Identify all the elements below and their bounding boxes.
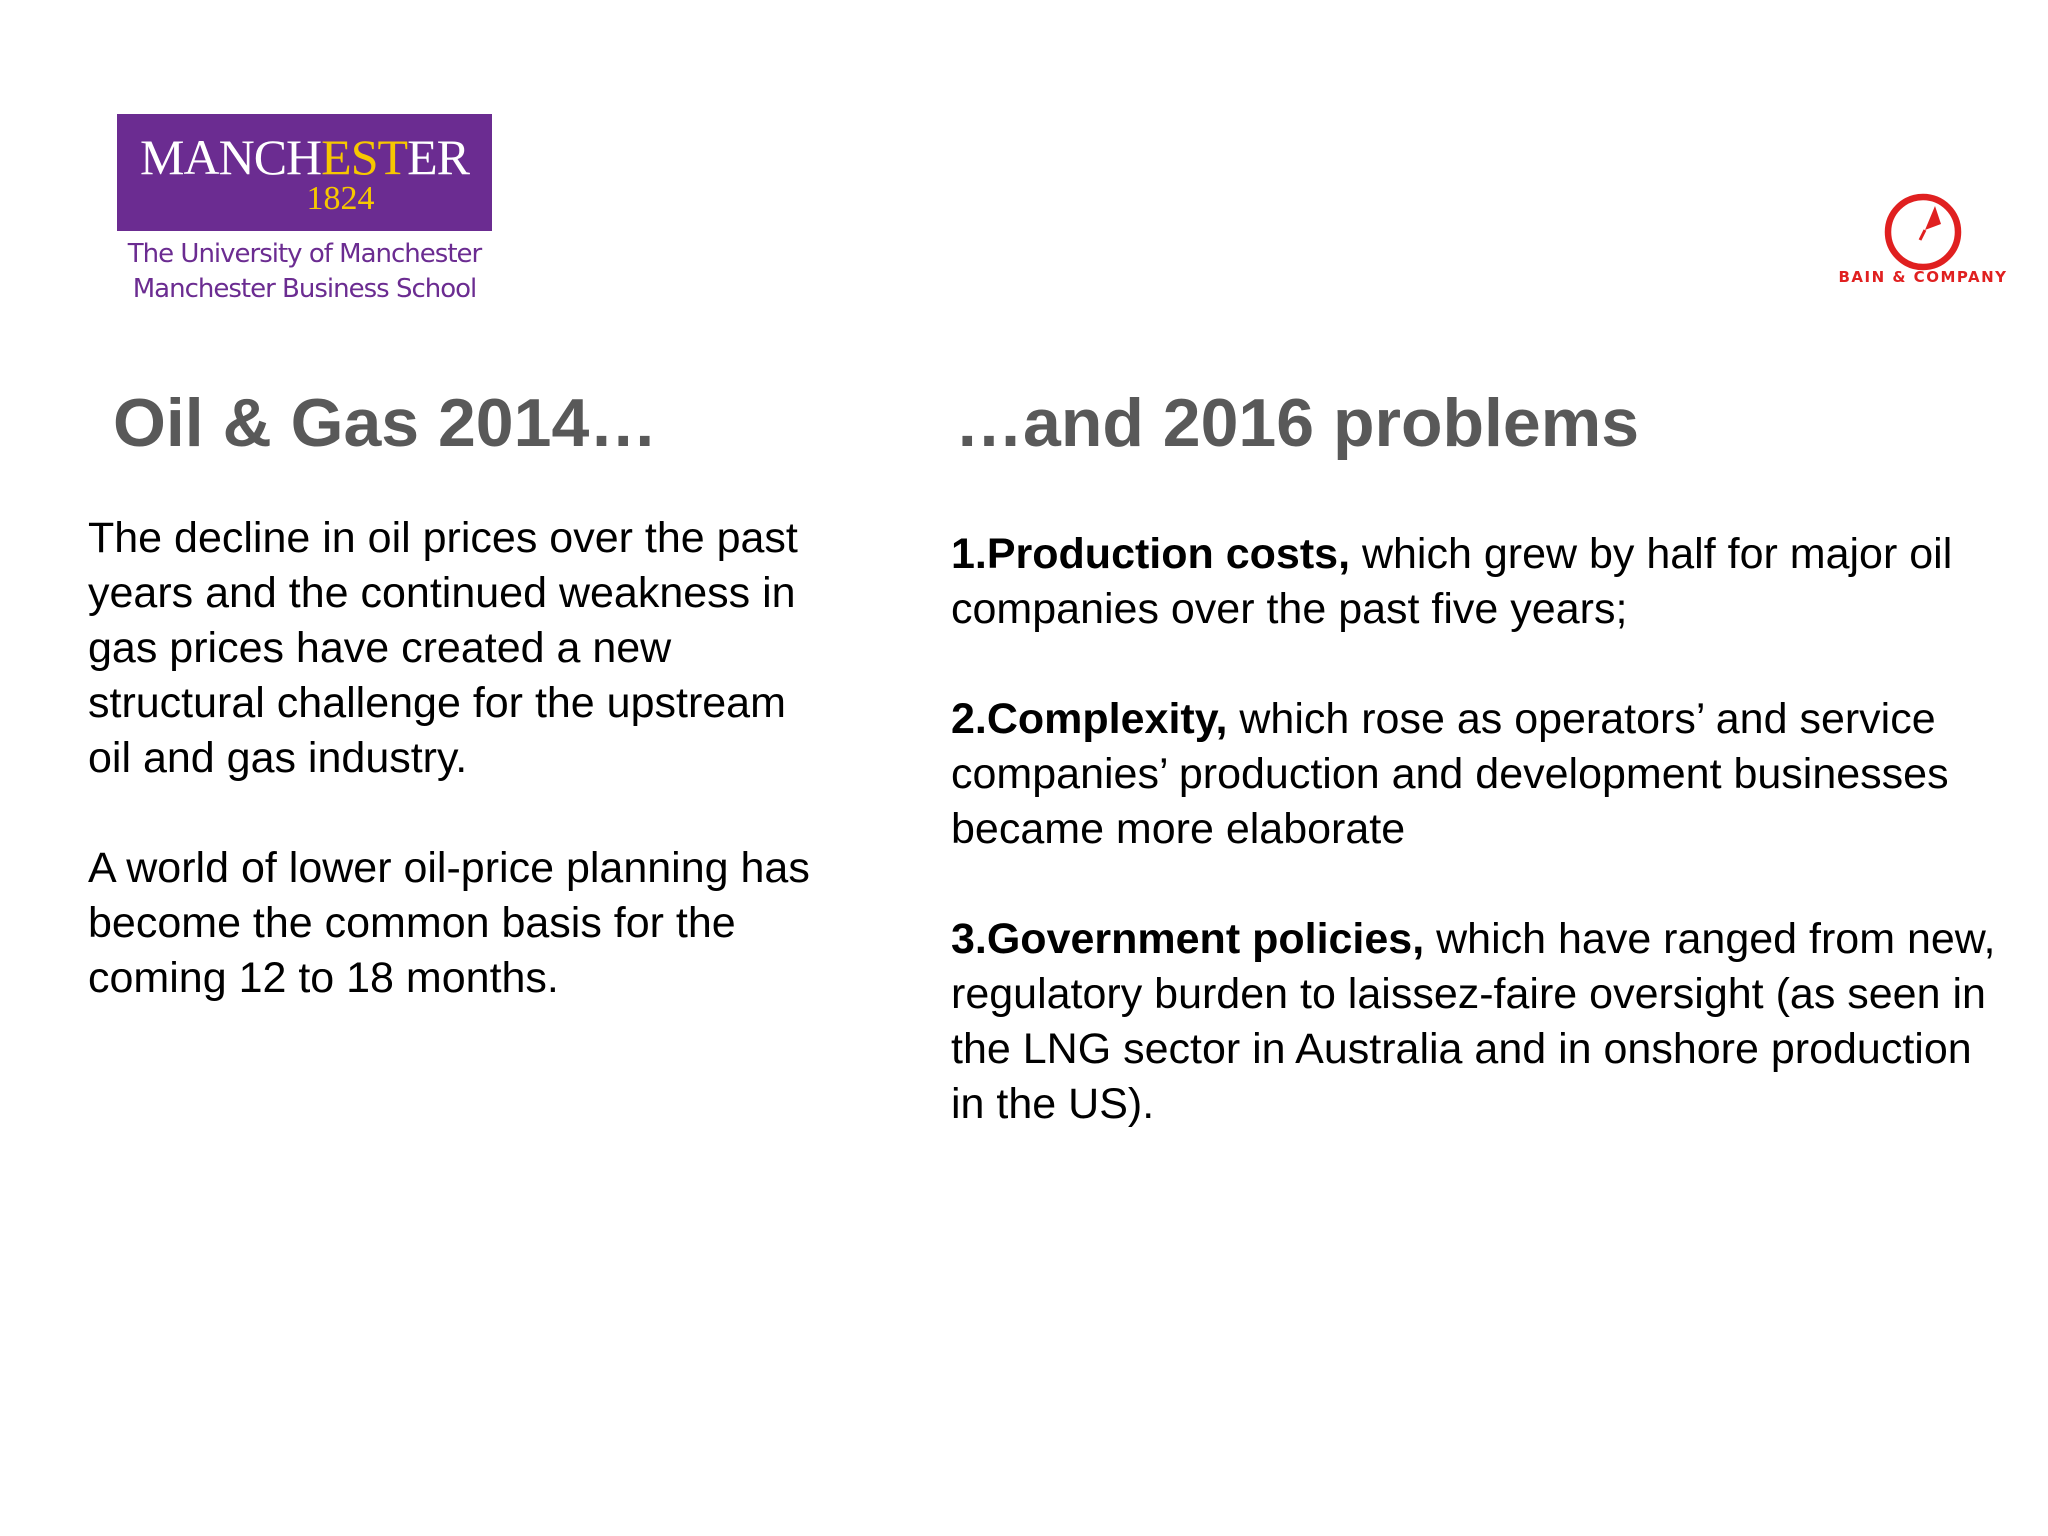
problem-production-costs (951, 527, 2011, 637)
bain-wordmark: BAIN & COMPANY (1838, 268, 2008, 286)
paragraph-decline: The decline in oil prices over the past years and the continued weakness in gas prices have created a new structural challenge for the upstream oil and gas industry. (88, 514, 798, 782)
manchester-wordmark (117, 129, 492, 185)
problem-complexity (951, 692, 2011, 857)
problem-title: 3.Government policies, (951, 915, 1425, 963)
right-column (951, 527, 2011, 1132)
paragraph-lower-price: A world of lower oil-price planning has become the common basis for the coming 12 to 18 months. (88, 844, 810, 1002)
bain-logo (1838, 190, 2008, 286)
left-column (88, 511, 828, 1006)
manchester-school-name: Manchester Business School (132, 274, 477, 304)
problem-text: which grew by half for major oil companies over the past five years; (951, 530, 1953, 633)
wordmark-part-1: MANCH (140, 129, 322, 185)
wordmark-part-gold: EST (321, 129, 408, 185)
heading-2016-problems: …and 2016 problems (955, 385, 1640, 461)
manchester-university-name: The University of Manchester (127, 239, 482, 269)
problem-text: which rose as operators’ and service companies’ production and development businesses became more elaborate (951, 695, 1949, 853)
heading-oil-gas-2014: Oil & Gas 2014… (113, 385, 658, 461)
problem-government-policies (951, 912, 2011, 1132)
manchester-logo-box (117, 114, 492, 231)
wordmark-part-3: ER (407, 129, 469, 185)
manchester-logo (117, 114, 492, 307)
problem-title: 2.Complexity, (951, 695, 1228, 743)
bain-compass-icon (1881, 190, 1965, 274)
manchester-year: 1824 (306, 180, 375, 217)
problem-text: which have ranged from new, regulatory burden to laissez-faire oversight (as seen in the LNG sector in Australia and in onshore production in the US). (951, 915, 1996, 1128)
problem-title: 1.Production costs, (951, 530, 1351, 578)
